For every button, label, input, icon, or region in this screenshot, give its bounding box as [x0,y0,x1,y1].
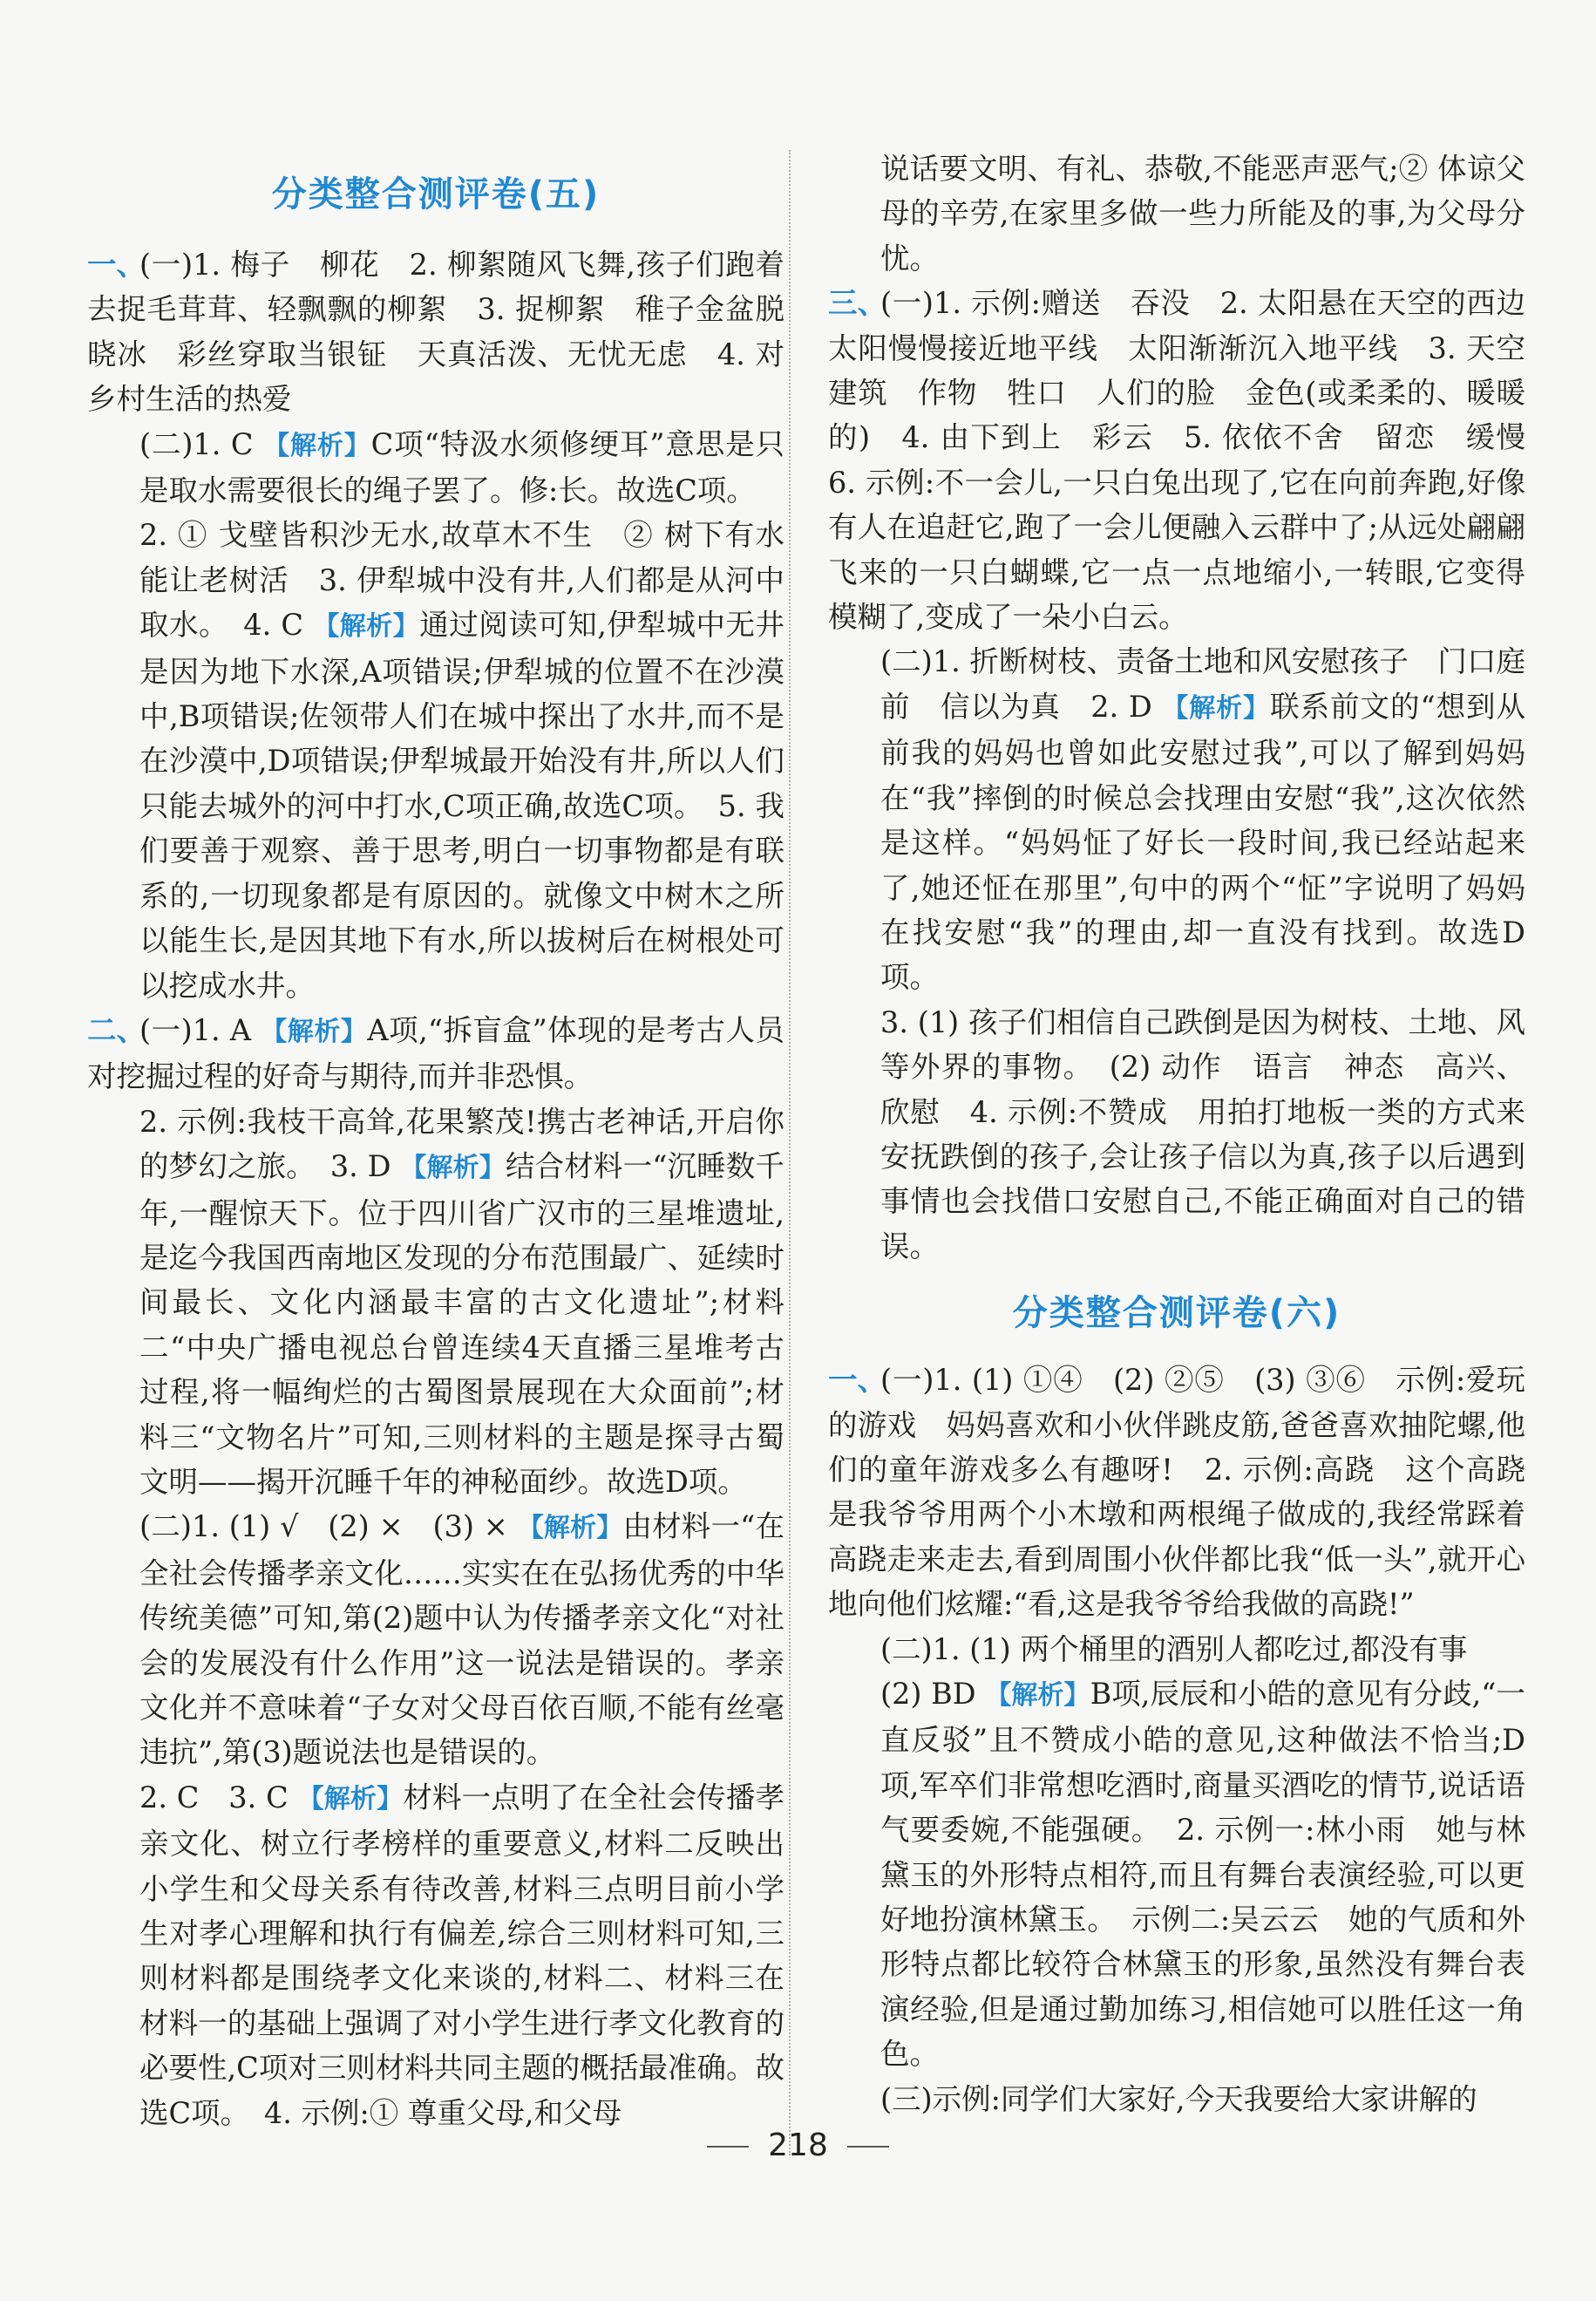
answer-block: 二、(一)1. A 【解析】A项,“拆盲盒”体现的是考古人员对挖掘过程的好奇与期待,而并非恐惧。 [87,1008,784,1099]
answer-block: 2. 示例:我枝干高耸,花果繁茂!携古老神话,开启你的梦幻之旅。 3. D 【解析】结合材料一“沉睡数千年,一醒惊天下。位于四川省广汉市的三星堆遗址,是迄今我国西南地区发现的分布范围最广、延续时间最长、文化内涵最丰富的古文化遗址”;材料二“中央广播电视总台曾连续4天直播三星堆考古过程,将一幅绚烂的古蜀图景展现在大众面前”;材料三“文物名片”可知,三则材料的主题是探寻古蜀文明——揭开沉睡千年的神秘面纱。故选D项。 [139,1104,784,1499]
analysis-tag: 【解析】 [297,1783,404,1814]
section-number: 一、 [87,248,146,282]
section-title-5: 分类整合测评卷(五) [271,174,601,214]
analysis-tag: 【解析】 [313,611,420,643]
footer-rule-right [847,2146,889,2148]
analysis-tag: 【解析】 [400,1153,506,1184]
left-column [87,146,784,2135]
answer-block: 说话要文明、有礼、恭敬,不能恶声恶气;② 体谅父母的辛劳,在家里多做一些力所能及的事,为父母分忧。 [880,152,1525,276]
right-column [828,146,1555,2121]
answer-block: (三)示例:同学们大家好,今天我要给大家讲解的 [880,2081,1477,2116]
answer-block: 2. ① 戈壁皆积沙无水,故草木不生 ② 树下有水能让老树活 3. 伊犁城中没有井,人们都是从河中取水。 4. C 【解析】通过阅读可知,伊犁城中无井是因为地下水深,A项错误;伊犁城的位置不在沙漠中,B项错误;佐领带人们在城中探出了水井,而不是在沙漠中,D项错误;伊犁城最开始没有井,所以人们只能去城外的河中打水,C项正确,故选C项。 5. 我们要善于观察、善于思考,明白一切事物都是有联系的,一切现象都是有原因的。就像文中树木之所以能生长,是因其地下有水,所以拔树后在树根处可以挖成水井。 [139,518,785,1003]
answer-block: (2) BD 【解析】B项,辰辰和小皓的意见有分歧,“一直反驳”且不赞成小皓的意见,这种做法不恰当;D项,军卒们非常想吃酒时,商量买酒吃的情节,说话语气要委婉,不能强硬。 2. 示例一:林小雨 她与林黛玉的外形特点相符,而且有舞台表演经验,可以更好地扮演林黛玉。 示例二:吴云云 她的气质和外形特点都比较符合林黛玉的形象,虽然没有舞台表演经验,但是通过勤加练习,相信她可以胜任这一角色。 [880,1677,1525,2072]
answer-block: (二)1. 折断树枝、责备土地和风安慰孩子 门口庭前 信以为真 2. D 【解析】联系前文的“想到从前我的妈妈也曾如此安慰过我”,可以了解到妈妈在“我”摔倒的时候总会找理由安慰“我”,这次依然是这样。“妈妈怔了好长一段时间,我已经站起来了,她还怔在那里”,句中的两个“怔”字说明了妈妈在找安慰“我”的理由,却一直没有找到。故选D项。 [880,644,1525,995]
answer-block: 三、(一)1. 示例:赠送 吞没 2. 太阳悬在天空的西边 太阳慢慢接近地平线 太阳渐渐沉入地平线 3. 天空 建筑 作物 牲口 人们的脸 金色(或柔柔的、暖暖的) 4. 由下到上 彩云 5. 依依不舍 留恋 缓慢 6. 示例:不一会儿,一只白兔出现了,它在向前奔跑,好像有人在追赶它,跑了一会儿便融入云群中了;从远处翩翩飞来的一只白蝴蝶,它一点一点地缩小,一转眼,它变得模糊了,变成了一朵小白云。 [828,281,1525,639]
column-divider [789,150,791,2155]
answer-block: 一、(一)1. (1) ①④ (2) ②⑤ (3) ③⑥ 示例:爱玩的游戏 妈妈喜欢和小伙伴跳皮筋,爸爸喜欢抽陀螺,他们的童年游戏多么有趣呀! 2. 示例:高跷 这个高跷是我爷爷用两个小木墩和两根绳子做成的,我经常踩着高跷走来走去,看到周围小伙伴都比我“低一头”,就开心地向他们炫耀:“看,这是我爷爷给我做的高跷!” [828,1358,1525,1626]
analysis-tag: 【解析】 [985,1680,1090,1711]
answer-block: 3. (1) 孩子们相信自己跌倒是因为树枝、土地、风等外界的事物。 (2) 动作 语言 神态 高兴、欣慰 4. 示例:不赞成 用拍打地板一类的方式来安抚跌倒的孩子,会让孩子信以为真,孩子以后遇到事情也会找借口安慰自己,不能正确面对自己的错误。 [880,1004,1525,1263]
answer-block: (二)1. (1) 两个桶里的酒别人都吃过,都没有事 [880,1631,1468,1666]
footer-rule-left [707,2146,749,2148]
analysis-tag: 【解析】 [261,1016,368,1047]
answer-block: (二)1. (1) √ (2) × (3) × 【解析】由材料一“在全社会传播孝亲文化……实实在在弘扬优秀的中华传统美德”可知,第(2)题中认为传播孝亲文化“对社会的发展没有什么作用”这一说法是错误的。孝亲文化并不意味着“子女对父母百依百顺,不能有丝毫违抗”,第(3)题说法也是错误的。 [139,1509,784,1770]
section-number: 一、 [828,1363,886,1398]
section-title-6: 分类整合测评卷(六) [1012,1293,1341,1334]
answer-block: (二)1. C 【解析】C项“特汲水须修绠耳”意思是只是取水需要很长的绳子罢了。修:长。故选C项。 [139,426,784,508]
section-number: 二、 [87,1012,146,1047]
page-footer [0,2127,1596,2180]
section-number: 三、 [828,286,886,321]
analysis-tag: 【解析】 [263,430,371,461]
answer-block: 一、(一)1. 梅子 柳花 2. 柳絮随风飞舞,孩子们跑着去捉毛茸茸、轻飘飘的柳絮 3. 捉柳絮 稚子金盆脱晓冰 彩丝穿取当银钲 天真活泼、无忧无虑 4. 对乡村生活的热爱 [87,242,784,422]
answer-block: 2. C 3. C 【解析】材料一点明了在全社会传播孝亲文化、树立行孝榜样的重要意义,材料二反映出小学生和父母关系有待改善,材料三点明目前小学生对孝心理解和执行有偏差,综合三则材料可知,三则材料都是围绕孝文化来谈的,材料二、材料三在材料一的基础上强调了对小学生进行孝文化教育的必要性,C项对三则材料共同主题的概括最准确。故选C项。 4. 示例:① 尊重父母,和父母 [139,1780,785,2130]
analysis-tag: 【解析】 [517,1513,623,1544]
page-number: 218 [768,2127,828,2163]
analysis-tag: 【解析】 [1162,692,1271,724]
